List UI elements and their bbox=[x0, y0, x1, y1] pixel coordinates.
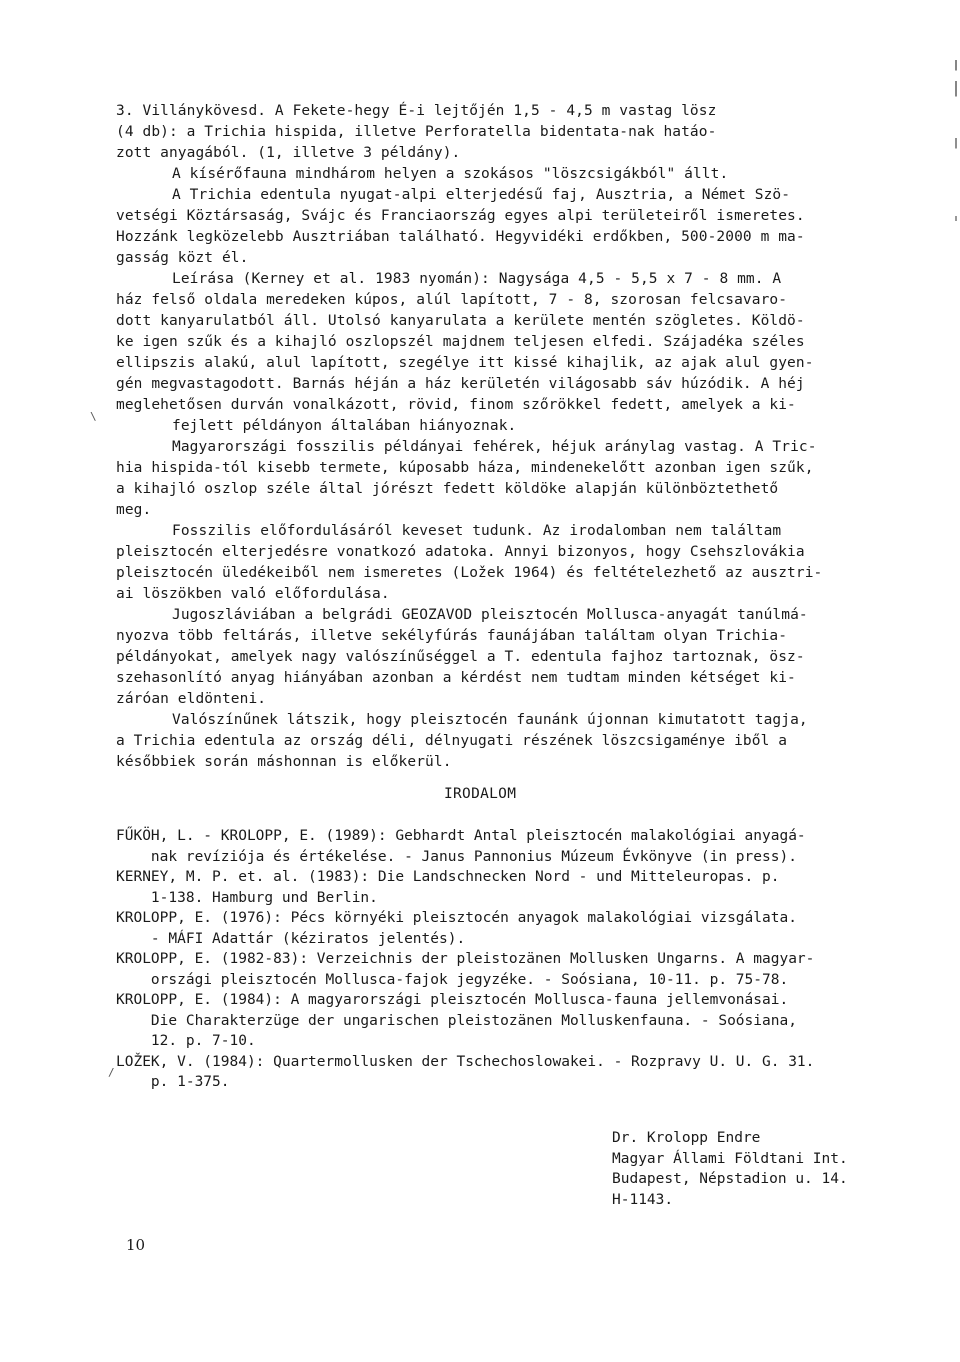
text-line: meg. bbox=[116, 502, 152, 518]
text-line: nyozva több feltárás, illetve sekélyfúrás faunájában találtam olyan Trichia- bbox=[116, 628, 788, 644]
text-line: ellipszis alakú, alul lapított, szegélye itt kissé kihajlik, az ajak alul gyen- bbox=[116, 355, 814, 371]
page-number: 10 bbox=[126, 1236, 146, 1254]
signature-line: Magyar Állami Földtani Int. bbox=[612, 1150, 848, 1167]
text-line: Fosszilis előfordulásáról keveset tudunk. Az irodalomban nem találtam bbox=[172, 523, 782, 539]
text-line: gén megvastagodott. Barnás héján a ház kerületén világosabb sáv húzódik. A héj bbox=[116, 376, 805, 392]
text-line: dott kanyarulatból áll. Utolsó kanyarulata a kerülete mentén szögletes. Köldö- bbox=[116, 313, 805, 329]
reference-line: KROLOPP, E. (1984): A magyarországi pleisztocén Mollusca-fauna jellemvonásai. bbox=[116, 992, 789, 1008]
text-line: a kihajló oszlop széle által jórészt fedett köldöke alapján különböztethető bbox=[116, 481, 779, 497]
reference-line: 1-138. Hamburg und Berlin. bbox=[116, 889, 378, 906]
text-line: vetségi Köztársaság, Svájc és Franciaország egyes alpi területeiről ismeretes. bbox=[116, 208, 805, 224]
reference-list bbox=[116, 826, 916, 1093]
text-line: Jugoszláviában a belgrádi GEOZAVOD pleisztocén Mollusca-anyagát tanúlmá- bbox=[172, 607, 808, 623]
signature-line: Dr. Krolopp Endre bbox=[612, 1130, 761, 1146]
text-line: fejlett példányon általában hiányoznak. bbox=[172, 418, 517, 434]
signature-line: H-1143. bbox=[612, 1191, 674, 1208]
text-line: Magyarországi fosszilis példányai fehérek, héjuk aránylag vastag. A Tric- bbox=[172, 439, 817, 455]
text-line: hia hispida-tól kisebb termete, kúposabb háza, mindenekelőtt azonban igen szűk, bbox=[116, 460, 814, 476]
text-line: 3. Villánykövesd. A Fekete-hegy É-i lejtőjén 1,5 - 4,5 m vastag lösz bbox=[116, 103, 717, 119]
body-text bbox=[116, 101, 916, 773]
reference-line: országi pleisztocén Mollusca-fajok jegyzéke. - Soósiana, 10-11. p. 75-78. bbox=[116, 971, 789, 988]
reference-line: p. 1-375. bbox=[116, 1074, 230, 1090]
text-line: pleisztocén elterjedésre vonatkozó adatoka. Annyi bizonyos, hogy Csehszlovákia bbox=[116, 544, 805, 560]
text-line: Leírása (Kerney et al. 1983 nyomán): Nagysága 4,5 - 5,5 x 7 - 8 mm. A bbox=[172, 271, 782, 287]
text-line: Hozzánk legközelebb Ausztriában található. Hegyvidéki erdőkben, 500-2000 m ma- bbox=[116, 229, 805, 245]
reference-line: Die Charakterzüge der ungarischen pleistozänen Molluskenfauna. - Soósiana, bbox=[116, 1012, 797, 1029]
reference-line: FŰKÖH, L. - KROLOPP, E. (1989): Gebhardt Antal pleisztocén malakológiai anyagá- bbox=[116, 828, 806, 844]
margin-mark: / bbox=[108, 1066, 115, 1079]
text-line: a Trichia edentula az ország déli, délnyugati részének löszcsigaménye iből a bbox=[116, 733, 788, 749]
text-line: ai löszökben való előfordulása. bbox=[116, 586, 390, 602]
scan-edge-artifact bbox=[955, 60, 957, 320]
reference-line: KERNEY, M. P. et. al. (1983): Die Landschnecken Nord - und Mitteleuropas. p. bbox=[116, 869, 780, 885]
text-line: A Trichia edentula nyugat-alpi elterjedésű faj, Ausztria, a Német Szö- bbox=[172, 187, 791, 203]
text-line: pleisztocén üledékeiből nem ismeretes (Ložek 1964) és feltételezhető az ausztri- bbox=[116, 565, 823, 581]
reference-line: 12. p. 7-10. bbox=[116, 1033, 256, 1049]
author-signature-block bbox=[612, 1128, 848, 1210]
text-line: gasság közt él. bbox=[116, 250, 249, 266]
reference-line: KROLOPP, E. (1976): Pécs környéki pleisztocén anyagok malakológiai vizsgálata. bbox=[116, 910, 797, 926]
text-line: későbbiek során máshonnan is előkerül. bbox=[116, 754, 452, 770]
text-line: zott anyagából. (1, illetve 3 példány). bbox=[116, 145, 461, 161]
text-line: példányokat, amelyek nagy valószínűséggel a T. edentula fajhoz tartoznak, ösz- bbox=[116, 649, 805, 665]
margin-mark: \ bbox=[90, 410, 97, 423]
text-line: (4 db): a Trichia hispida, illetve Perforatella bidentata-nak hatáo- bbox=[116, 124, 717, 140]
reference-line: nak revíziója és értékelése. - Janus Pannonius Múzeum Évkönyve (in press). bbox=[116, 848, 797, 865]
section-heading: IRODALOM bbox=[444, 786, 517, 802]
text-line: záróan eldönteni. bbox=[116, 691, 267, 707]
reference-line: LOŽEK, V. (1984): Quartermollusken der Tschechoslowakei. - Rozpravy U. U. G. 31. bbox=[116, 1053, 815, 1070]
reference-line: - MÁFI Adattár (kéziratos jelentés). bbox=[116, 930, 466, 947]
text-line: szehasonlító anyag hiányában azonban a kérdést nem tudtam minden kétséget ki- bbox=[116, 670, 796, 686]
text-line: meglehetősen durván vonalkázott, rövid, finom szőrökkel fedett, amelyek a ki- bbox=[116, 397, 796, 413]
reference-line: KROLOPP, E. (1982-83): Verzeichnis der pleistozänen Mollusken Ungarns. A magyar- bbox=[116, 951, 815, 967]
signature-line: Budapest, Népstadion u. 14. bbox=[612, 1171, 848, 1187]
text-line: Valószínűnek látszik, hogy pleisztocén faunánk újonnan kimutatott tagja, bbox=[172, 712, 808, 728]
text-line: ház felső oldala meredeken kúpos, alúl lapított, 7 - 8, szorosan felcsavaro- bbox=[116, 292, 788, 308]
text-line: A kísérőfauna mindhárom helyen a szokásos "löszcsigákból" állt. bbox=[172, 166, 729, 182]
text-line: ke igen szűk és a kihajló oszlopszél majdnem teljesen elfedi. Szájadéka széles bbox=[116, 334, 805, 350]
